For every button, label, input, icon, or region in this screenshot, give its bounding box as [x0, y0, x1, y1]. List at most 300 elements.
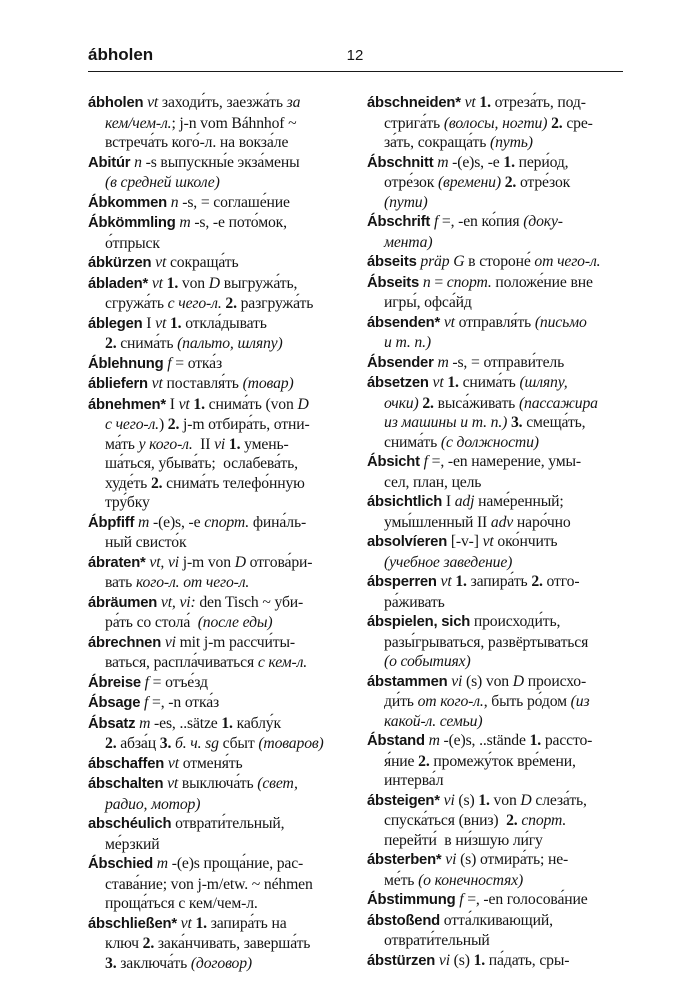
text-segment: 1. [195, 914, 207, 932]
text-segment: (s) von [462, 672, 513, 690]
text-segment: (о конечностях) [418, 871, 524, 889]
dictionary-entry [88, 673, 346, 694]
entry-line-continuation [88, 835, 346, 855]
headword: ábsenden* [367, 314, 441, 331]
dictionary-entry [88, 314, 346, 354]
text-segment: von [178, 274, 209, 292]
entry-line-continuation [367, 133, 625, 153]
text-segment: j-m von [178, 553, 235, 571]
headword: ábschalten [88, 776, 164, 792]
headword: Ábpfiff [88, 514, 135, 531]
text-segment: спорт. [204, 513, 250, 531]
text-segment: заключа́ть [116, 954, 191, 972]
headword: ábschaffen [88, 755, 165, 772]
text-segment: (письмо [534, 313, 587, 331]
text-segment: с чего-л. [105, 416, 159, 433]
text-segment: 2. [142, 935, 155, 952]
text-segment: снима́ть телефо́нную [162, 474, 305, 492]
text-segment: радио, мотор) [105, 795, 201, 813]
entry-line-first [88, 93, 346, 114]
entry-line-continuation [367, 831, 625, 851]
dictionary-entry [88, 274, 346, 314]
entry-line-first [88, 513, 346, 534]
entry-line-continuation [367, 752, 625, 772]
entry-line-first [88, 633, 346, 654]
text-segment: ваться, распла́чиваться [105, 654, 258, 671]
headword: ábliefern [88, 376, 148, 392]
entry-line-continuation [367, 173, 625, 193]
entry-line-first [88, 274, 346, 295]
dictionary-entry [367, 273, 625, 313]
headword: ábnehmen* [88, 396, 166, 413]
entry-line-first [88, 673, 346, 694]
dictionary-entry [88, 93, 346, 153]
dictionary-entry [88, 593, 346, 633]
text-segment: (пути) [384, 193, 428, 211]
entry-line-continuation [367, 712, 625, 732]
entry-line-continuation [88, 795, 346, 815]
dictionary-entry [367, 353, 625, 374]
text-segment: vt [443, 313, 455, 331]
headword: Ábstimmung [367, 892, 456, 908]
text-segment: фина́ль- [249, 513, 307, 531]
text-segment: (договор) [190, 954, 252, 972]
entry-line-first [367, 672, 625, 693]
text-segment: 2. [504, 174, 517, 191]
text-segment: выса́живать [433, 394, 519, 412]
text-segment: ключ [105, 935, 143, 952]
text-segment: vi [451, 672, 463, 690]
text-segment: vt, vi: [160, 593, 196, 611]
text-segment: 1. [473, 951, 486, 969]
entry-line-first [88, 354, 346, 375]
text-segment: vi [445, 851, 457, 868]
entry-line-first [367, 93, 625, 114]
text-segment: поставля́ть [162, 375, 243, 392]
text-segment: (товаров) [258, 735, 324, 752]
entry-line-continuation [88, 533, 346, 553]
text-segment: б. ч. sg [175, 735, 219, 752]
entry-line-continuation [88, 234, 346, 254]
text-segment: -(e)s проща́ние, рас- [167, 855, 304, 872]
headword: Ábseits [367, 274, 420, 291]
text-segment: vt [180, 914, 192, 932]
text-segment: vt [464, 94, 476, 111]
text-segment: vi [443, 791, 455, 809]
headword: Ábkömmling [88, 215, 176, 231]
text-segment: vt [440, 573, 452, 590]
headword: áblegen [88, 315, 143, 332]
text-segment: (времени) [437, 174, 501, 191]
dictionary-entry [367, 252, 625, 273]
text-segment: m [138, 513, 150, 531]
text-segment: , быть ро́дом [483, 693, 571, 710]
entry-line-continuation [367, 553, 625, 573]
text-segment: за́ть, сокраща́ть [384, 134, 491, 151]
text-segment: 1. [503, 153, 515, 171]
text-segment: (из [570, 693, 590, 710]
entry-line-first [367, 373, 625, 394]
text-segment: сел, план, цель [384, 473, 482, 491]
text-segment: 1. [455, 573, 467, 590]
entry-line-continuation [367, 771, 625, 791]
text-segment: с чего-л. [167, 295, 222, 312]
headword: ábsetzen [367, 375, 429, 391]
text-segment: отре́зок [384, 174, 438, 191]
headword: Áblehnung [88, 355, 164, 372]
text-segment: наме́ренный; [474, 493, 564, 510]
entry-line-continuation [88, 294, 346, 314]
text-segment: -s, = отправи́тель [448, 353, 565, 371]
text-segment: умень- [240, 435, 289, 453]
text-segment: (доку- [523, 213, 563, 230]
dictionary-entry [88, 693, 346, 714]
text-segment: снима́ть [458, 374, 520, 391]
dictionary-entry [88, 854, 346, 914]
dictionary-entry [367, 532, 625, 572]
entry-line-first [367, 212, 625, 233]
dictionary-entry [367, 911, 625, 951]
text-segment: става́ние; von j-m/etw. ~ néhmen [105, 875, 313, 893]
text-segment: adj [454, 493, 475, 510]
text-segment: ра́живать [384, 593, 445, 611]
text-segment: промежу́ток вре́мени, [429, 752, 576, 770]
text-segment: слеза́ть, [531, 791, 587, 809]
text-segment: (с должности) [440, 433, 539, 451]
text-segment: 2. [531, 573, 543, 590]
dictionary-entry [367, 731, 625, 791]
text-segment: D [520, 791, 532, 809]
text-segment: ме́ть [384, 871, 419, 889]
text-segment: сгружа́ть [105, 295, 168, 312]
entry-line-continuation [88, 875, 346, 895]
text-segment: (пальто, шляпу) [177, 335, 283, 352]
text-segment: -(e)s, -e [149, 513, 205, 531]
text-segment: 2. [418, 752, 430, 770]
text-segment: выгружа́ть, [219, 274, 298, 292]
text-segment: adv [490, 513, 514, 531]
text-segment: очки) [384, 394, 419, 412]
text-segment: 3. [510, 414, 523, 431]
headword: ábsperren [367, 574, 437, 590]
headword: Ábschnitt [367, 154, 434, 171]
header-rule [88, 71, 623, 72]
text-segment: снима́ть [384, 433, 441, 451]
entry-line-continuation [88, 954, 346, 974]
entry-line-first [367, 492, 625, 513]
text-segment: 1. [529, 732, 542, 749]
text-segment: vt [167, 754, 179, 772]
text-segment: D [512, 672, 524, 690]
text-segment: выключа́ть [178, 775, 258, 792]
dictionary-entry [367, 791, 625, 851]
text-segment: ди́ть [384, 693, 418, 710]
entry-line-first [367, 313, 625, 334]
text-segment: (свет, [257, 775, 298, 792]
entry-line-continuation [367, 633, 625, 653]
text-segment: (товар) [242, 375, 294, 392]
headword: ábladen* [88, 275, 149, 292]
entry-line-first [367, 612, 625, 633]
headword: ábstoßend [367, 912, 441, 929]
text-segment: па́дать, сры- [485, 951, 570, 969]
text-segment: перейти́ в ни́зшую ли́гу [384, 831, 543, 849]
entry-line-continuation [367, 293, 625, 313]
entry-line-continuation [367, 871, 625, 891]
text-segment: запира́ть на [206, 914, 287, 932]
text-segment: ; j-n vom Báhnhof ~ [171, 114, 297, 132]
text-segment: II [192, 435, 215, 453]
entry-line-first [367, 353, 625, 374]
text-segment: 2. [551, 114, 563, 132]
text-segment: (о событиях) [384, 653, 471, 670]
dictionary-entry [88, 253, 346, 274]
text-segment: в стороне́ [464, 253, 535, 270]
headword: ábstürzen [367, 952, 436, 969]
text-segment: m [156, 855, 168, 872]
text-segment: f [144, 673, 149, 691]
headword: Ábkommen [88, 194, 167, 211]
text-segment: снима́ть [116, 335, 178, 352]
text-segment: = [430, 273, 447, 291]
text-segment: =, -n отка́з [148, 694, 220, 711]
text-segment: 1. [221, 714, 233, 732]
entry-line-first [367, 153, 625, 174]
text-columns [88, 93, 625, 973]
left-column [88, 93, 346, 973]
dictionary-entry [367, 572, 625, 612]
text-segment: с кем-л. [257, 654, 308, 671]
text-segment: -es, ..sätze [150, 714, 222, 732]
text-segment: встреча́ть кого́-л. на вокза́ле [105, 134, 289, 151]
text-segment: -(e)s, ..stände [439, 732, 530, 749]
dictionary-entry [367, 850, 625, 890]
text-segment: -(e)s, -e [448, 153, 504, 171]
text-segment: ) [158, 416, 168, 433]
headword: Ábsender [367, 354, 434, 371]
text-segment: за [286, 94, 301, 111]
entry-line-continuation [367, 811, 625, 831]
text-segment: разы́грываться, развёртываться [384, 633, 589, 651]
entry-line-first [367, 791, 625, 812]
text-segment: интерва́л [384, 772, 444, 789]
entry-line-first [88, 153, 346, 174]
text-segment: D [208, 274, 220, 292]
text-segment: кем/чем-л. [105, 114, 172, 132]
text-segment: игры́, офса́йд [384, 294, 472, 311]
text-segment: отправля́ть [454, 313, 535, 331]
text-segment: 2. [105, 335, 117, 352]
entry-line-first [88, 213, 346, 234]
entry-line-first [88, 593, 346, 614]
text-segment: vi [214, 435, 226, 453]
dictionary-entry [88, 774, 346, 814]
text-segment: от кого-л. [417, 693, 484, 710]
text-segment: проща́ться с кем/чем-л. [105, 895, 258, 912]
text-segment: vt [482, 533, 494, 550]
headword: ábräumen [88, 594, 158, 611]
dictionary-entry [367, 153, 625, 213]
headword: ábsichtlich [367, 494, 443, 510]
entry-line-continuation [88, 415, 346, 435]
entry-line-continuation [367, 931, 625, 951]
text-segment: заходи́ть, заезжа́ть [158, 94, 287, 111]
text-segment: отре́зок [516, 174, 571, 191]
text-segment: тру́бку [105, 494, 150, 511]
text-segment: сбыт [218, 735, 259, 752]
text-segment: I [165, 395, 179, 413]
headword: Ábsage [88, 695, 141, 711]
text-segment: vt [432, 374, 444, 391]
text-segment: vt [155, 314, 167, 332]
dictionary-entry [88, 714, 346, 754]
dictionary-entry [88, 633, 346, 673]
text-segment: происхо- [523, 672, 587, 690]
text-segment: vi [438, 951, 450, 969]
text-segment: снима́ть (von [204, 395, 298, 413]
dictionary-entry [88, 513, 346, 553]
headword: ábspielen, sich [367, 614, 471, 630]
entry-line-continuation [367, 114, 625, 134]
entry-line-first [367, 911, 625, 932]
text-segment: происходи́ть, [470, 613, 561, 630]
text-segment: 1. [228, 435, 241, 453]
entry-line-first [88, 714, 346, 735]
text-segment: f [423, 453, 428, 470]
text-segment: I [142, 314, 156, 332]
entry-line-first [367, 252, 625, 273]
text-segment: (в средней школе) [105, 174, 220, 191]
text-segment: (путь) [490, 134, 533, 151]
text-segment: 2. [105, 735, 117, 752]
text-segment: m [179, 214, 191, 231]
text-segment: у кого-л. [138, 435, 193, 453]
headword: ábseits [367, 254, 417, 270]
text-segment: рассто- [541, 732, 593, 749]
headword: Ábsatz [88, 715, 136, 732]
text-segment: m [437, 153, 449, 171]
text-segment: f [167, 354, 172, 372]
text-segment: око́нчить [493, 533, 558, 550]
text-segment: кого-л. от чего-л. [135, 574, 250, 591]
text-segment: f [459, 891, 464, 908]
dictionary-entry [367, 492, 625, 532]
text-segment: den Tisch ~ уби- [195, 593, 304, 611]
text-segment: vi [164, 633, 176, 651]
text-segment: стрига́ть [384, 114, 444, 132]
text-segment: (волосы, ногти) [443, 114, 548, 132]
text-segment: = отка́з [171, 354, 222, 372]
text-segment: -s, = соглаше́ние [178, 193, 290, 211]
text-segment: ма́ть [105, 435, 139, 453]
text-segment: отврати́тельный, [171, 815, 285, 832]
text-segment: D [234, 553, 246, 571]
text-segment: отврати́тельный [384, 932, 490, 949]
headword: Ábsicht [367, 454, 420, 470]
entry-line-first [367, 731, 625, 752]
text-segment: (шляпу, [519, 374, 568, 391]
entry-line-first [88, 395, 346, 416]
dictionary-entry [367, 672, 625, 732]
text-segment: ша́ться, убыва́ть; ослабева́ть, [105, 455, 298, 472]
entry-line-continuation [88, 454, 346, 474]
text-segment: о́тпрыск [105, 234, 160, 252]
entry-line-first [367, 572, 625, 593]
text-segment: m [437, 353, 449, 371]
text-segment: из машины и т. п.) [384, 414, 508, 431]
dictionary-entry [88, 354, 346, 375]
text-segment: разгружа́ть [236, 295, 314, 312]
dictionary-entry [88, 374, 346, 395]
text-segment: отреза́ть, под- [490, 94, 586, 111]
entry-line-continuation [367, 413, 625, 433]
text-segment: 1. [169, 314, 182, 332]
text-segment: зака́нчивать, заверша́ть [154, 935, 311, 952]
entry-line-continuation [88, 894, 346, 914]
text-segment: каблу́к [232, 714, 281, 732]
dictionary-entry [88, 553, 346, 593]
running-head: ábholen [88, 45, 154, 64]
entry-line-first [88, 253, 346, 274]
entry-line-continuation [367, 233, 625, 253]
text-segment: (учебное заведение) [384, 553, 513, 571]
text-segment: сре- [562, 114, 593, 132]
text-segment: 1. [478, 791, 490, 809]
text-segment: j-m отбира́ть, отни- [179, 416, 310, 433]
text-segment: präp G [420, 253, 465, 270]
text-segment: =, -en ко́пия [438, 213, 524, 230]
entry-line-continuation [367, 433, 625, 453]
entry-line-first [367, 951, 625, 972]
entry-line-continuation [88, 474, 346, 494]
text-segment: 2. [506, 812, 518, 829]
entry-line-continuation [88, 613, 346, 633]
headword: abschéulich [88, 816, 172, 832]
entry-line-continuation [367, 394, 625, 414]
dictionary-entry [88, 914, 346, 974]
entry-line-first [367, 452, 625, 473]
dictionary-entry [367, 93, 625, 153]
text-segment: откла́дывать [181, 314, 267, 332]
text-segment: = отъе́зд [148, 673, 208, 691]
headword: Abitúr [88, 154, 131, 171]
dictionary-entry [88, 153, 346, 193]
entry-line-first [88, 854, 346, 875]
text-segment: mit j-m рассчи́ты- [175, 633, 295, 651]
entry-line-first [88, 553, 346, 574]
headword: ábsteigen* [367, 792, 440, 809]
text-segment: m [139, 714, 151, 732]
text-segment: (s) [454, 791, 479, 809]
text-segment: (после еды) [197, 614, 273, 631]
entry-line-first [367, 890, 625, 911]
text-segment: абза́ц [116, 735, 160, 752]
page-number: 12 [346, 47, 364, 64]
text-segment: vt [151, 375, 163, 392]
text-segment: 2. [150, 474, 163, 492]
entry-line-first [88, 693, 346, 714]
dictionary-entry [367, 313, 625, 353]
text-segment: умы́шленный II [384, 513, 491, 531]
text-segment: я́ние [384, 752, 419, 770]
dictionary-entry [367, 612, 625, 672]
headword: ábkürzen [88, 255, 152, 271]
dictionary-entry [367, 890, 625, 911]
text-segment: и т. п.) [384, 334, 431, 351]
entry-line-continuation [367, 513, 625, 533]
dictionary-entry [367, 951, 625, 972]
text-segment: отта́лкивающий, [440, 911, 553, 929]
